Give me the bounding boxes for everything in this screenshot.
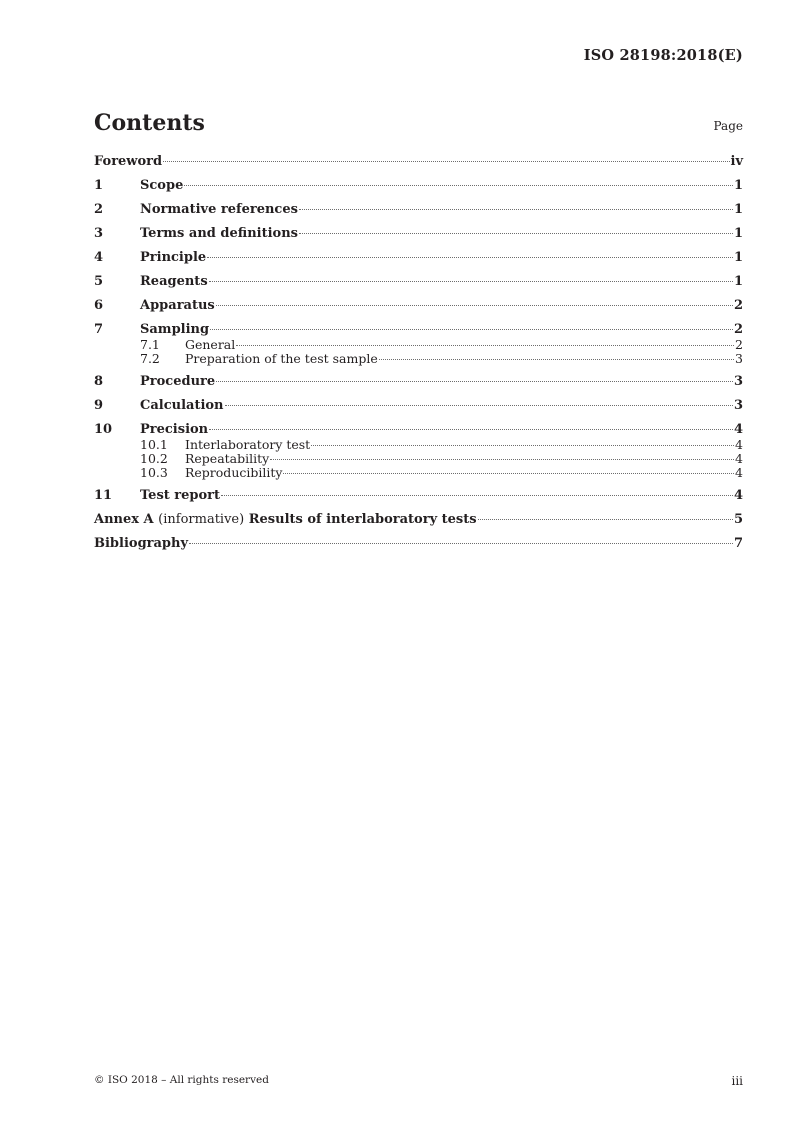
copyright-footer: © ISO 2018 – All rights reserved	[94, 1074, 269, 1086]
contents-title: Contents	[94, 110, 205, 136]
toc-entry-reagents[interactable]: 5 Reagents 1	[94, 274, 743, 289]
toc-entry-scope[interactable]: 1 Scope 1	[94, 178, 743, 193]
toc-entry-procedure[interactable]: 8 Procedure 3	[94, 374, 743, 389]
toc-entry-apparatus[interactable]: 6 Apparatus 2	[94, 298, 743, 313]
toc-entry-precision[interactable]: 10 Precision 4	[94, 422, 743, 437]
toc-entry-foreword[interactable]: Foreword iv	[94, 154, 743, 169]
toc-entry-interlaboratory-test[interactable]: 10.1 Interlaboratory test 4	[140, 437, 743, 452]
toc-entry-principle[interactable]: 4 Principle 1	[94, 250, 743, 265]
toc-entry-bibliography[interactable]: Bibliography 7	[94, 536, 743, 551]
toc-entry-reproducibility[interactable]: 10.3 Reproducibility 4	[140, 465, 743, 480]
toc-entry-normative-references[interactable]: 2 Normative references 1	[94, 202, 743, 217]
table-of-contents	[94, 154, 743, 552]
toc-entry-annex-a[interactable]: Annex A (informative) Results of interlaboratory tests 5	[94, 512, 743, 527]
toc-entry-test-report[interactable]: 11 Test report 4	[94, 488, 743, 503]
toc-entry-preparation-of-test-sample[interactable]: 7.2 Preparation of the test sample 3	[140, 351, 743, 366]
toc-entry-sampling[interactable]: 7 Sampling 2	[94, 322, 743, 337]
toc-entry-general[interactable]: 7.1 General 2	[140, 337, 743, 352]
toc-entry-repeatability[interactable]: 10.2 Repeatability 4	[140, 451, 743, 466]
toc-entry-terms-and-definitions[interactable]: 3 Terms and definitions 1	[94, 226, 743, 241]
footer-page-number: iii	[731, 1074, 743, 1088]
page-column-label: Page	[713, 119, 743, 133]
document-id-header: ISO 28198:2018(E)	[583, 47, 743, 64]
toc-entry-calculation[interactable]: 9 Calculation 3	[94, 398, 743, 413]
